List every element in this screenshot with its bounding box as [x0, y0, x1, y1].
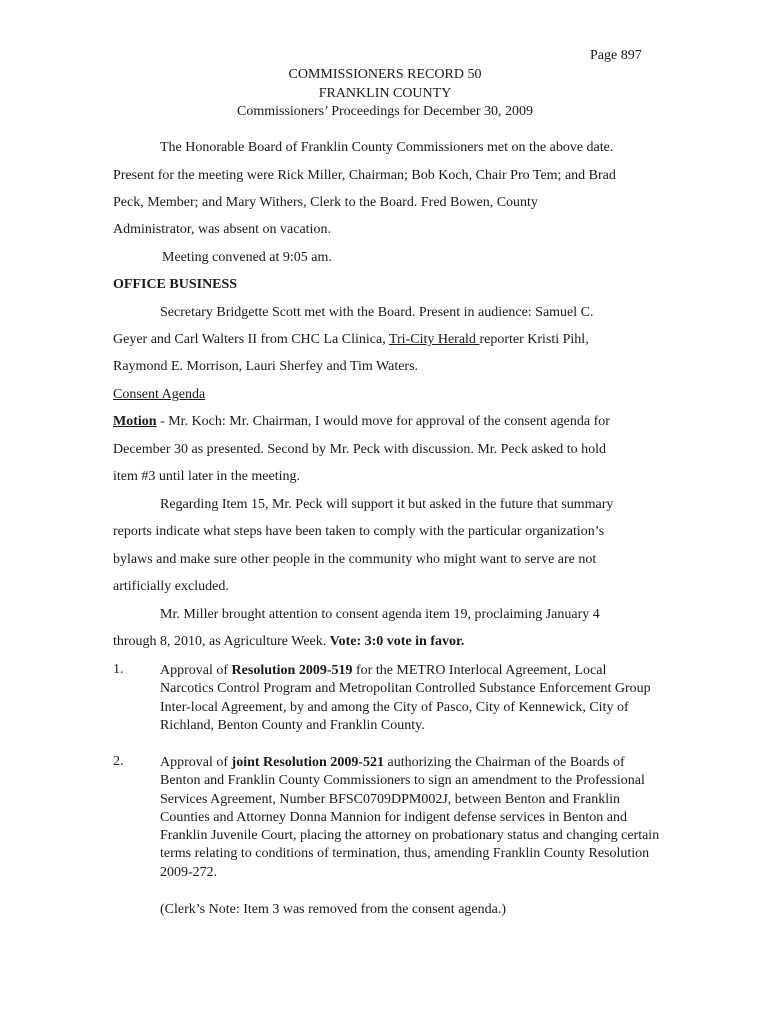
- item-number: 1.: [113, 662, 124, 677]
- office-business-line: Geyer and Carl Walters II from CHC La Clinica, Tri-City Herald reporter Kristi Pihl,: [113, 332, 589, 347]
- proceedings-date: Commissioners’ Proceedings for December 30, 2009: [236, 104, 533, 119]
- item-number: 2.: [113, 754, 124, 769]
- newspaper-name: Tri-City Herald: [388, 332, 480, 347]
- motion-line: Motion - Mr. Koch: Mr. Chairman, I would move for approval of the consent agenda for: [113, 414, 610, 429]
- motion-line: item #3 until later in the meeting.: [113, 469, 301, 484]
- item15-line: reports indicate what steps have been taken to comply with the particular organization’s: [113, 524, 605, 539]
- agriculture-line: Mr. Miller brought attention to consent agenda item 19, proclaiming January 4: [160, 607, 600, 622]
- consent-item: Approval of Resolution 2009-519 for the METRO Interlocal Agreement, Local Narcotics Control Program and Metropolitan Controlled Substance Enforcement Group Inter-local Agreement, by and among the City of Pasco, City of Kennewick, City of Richland, Benton County and Franklin County.: [160, 663, 651, 733]
- motion-label: Motion: [113, 414, 157, 429]
- vote-line: through 8, 2010, as Agriculture Week. Vote: 3:0 vote in favor.: [113, 634, 465, 649]
- intro-line: Administrator, was absent on vacation.: [113, 222, 331, 237]
- item15-line: bylaws and make sure other people in the community who might want to serve are not: [113, 552, 597, 567]
- intro-line: The Honorable Board of Franklin County Commissioners met on the above date.: [160, 140, 614, 155]
- page-number: Page 897: [590, 48, 642, 63]
- motion-line: December 30 as presented. Second by Mr. Peck with discussion. Mr. Peck asked to hold: [113, 442, 607, 457]
- item15-line: artificially excluded.: [113, 579, 229, 594]
- intro-line: Present for the meeting were Rick Miller, Chairman; Bob Koch, Chair Pro Tem; and Brad: [113, 168, 616, 183]
- record-title: COMMISSIONERS RECORD 50: [288, 67, 482, 82]
- consent-item: Approval of joint Resolution 2009-521 authorizing the Chairman of the Boards of Benton and Franklin County Commissioners to sign an amendment to the Professional Services Agreement, Number BFSC0709DPM002J, between Benton and Franklin Counties and Attorney Donna Mannion for indigent defense services in Benton and Franklin Juvenile Court, placing the attorney on probationary status and changing certain terms relating to conditions of termination, thus, amending Franklin County Resolution 2009-272.: [160, 755, 660, 880]
- vote-result: Vote: 3:0 vote in favor.: [329, 634, 465, 649]
- consent-agenda-heading: Consent Agenda: [113, 387, 206, 402]
- office-business-line: Raymond E. Morrison, Lauri Sherfey and Tim Waters.: [113, 359, 419, 374]
- intro-line: Peck, Member; and Mary Withers, Clerk to the Board. Fred Bowen, County: [113, 195, 538, 210]
- item15-line: Regarding Item 15, Mr. Peck will support it but asked in the future that summary: [160, 497, 614, 512]
- county-title: FRANKLIN COUNTY: [318, 86, 452, 101]
- resolution-number: Resolution 2009-519: [231, 663, 353, 678]
- office-business-line: Secretary Bridgette Scott met with the Board. Present in audience: Samuel C.: [160, 305, 594, 320]
- office-business-heading: OFFICE BUSINESS: [113, 277, 238, 292]
- resolution-number: joint Resolution 2009-521: [231, 755, 384, 770]
- meeting-convened: Meeting convened at 9:05 am.: [162, 250, 332, 265]
- clerk-note: (Clerk’s Note: Item 3 was removed from the consent agenda.): [160, 902, 507, 917]
